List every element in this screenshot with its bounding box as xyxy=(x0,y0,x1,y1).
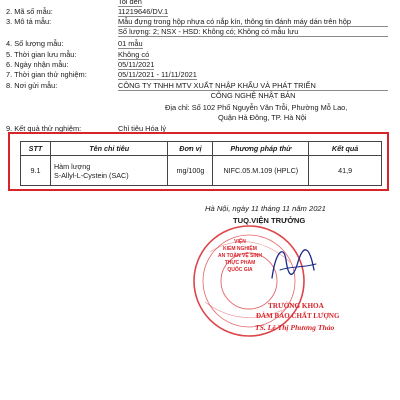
row-8-label: 8. Nơi gửi mẫu: xyxy=(6,81,58,90)
row-3-label: 3. Mô tả mẫu: xyxy=(6,17,52,26)
stamp-text: VIỆN KIỂM NGHIỆM AN TOÀN VỆ SINH THỰC PHẨM QUỐC GIA xyxy=(217,239,263,273)
tuq-title: TUQ.VIỆN TRƯỞNG xyxy=(233,216,306,225)
signer-name: TS. Lê Thị Phương Thảo xyxy=(255,323,335,332)
value-top: Toi den xyxy=(118,0,142,7)
row-6-label: 6. Ngày nhận mẫu: xyxy=(6,60,69,69)
sender-address-2: Quận Hà Đông, TP. Hà Nội xyxy=(218,113,307,122)
sample-code: 11219646/DV.1 xyxy=(118,7,169,16)
row-7-label: 7. Thời gian thử nghiệm: xyxy=(6,70,87,79)
table-row xyxy=(21,156,382,186)
signature-icon xyxy=(262,240,322,290)
sender-company-2: CÔNG NGHỆ NHẬT BẢN xyxy=(210,91,296,100)
sample-quantity: 01 mẫu xyxy=(118,39,143,48)
results-table xyxy=(20,141,382,186)
table-header-row xyxy=(21,142,382,156)
header-unit: Đơn vị xyxy=(168,142,213,156)
date-line: Hà Nội, ngày 11 tháng 11 năm 2021 xyxy=(205,204,326,213)
storage-time: Không có xyxy=(118,50,150,59)
cell-name xyxy=(50,156,168,186)
cell-method: NIFC.05.M.109 (HPLC) xyxy=(213,156,309,186)
cell-name-line2: S-Allyl-L-Cystein (SAC) xyxy=(53,170,129,180)
row-2-label: 2. Mã số mẫu: xyxy=(6,7,53,16)
cell-stt: 9.1 xyxy=(21,156,51,186)
received-date: 05/11/2021 xyxy=(118,60,155,69)
test-period: 05/11/2021 - 11/11/2021 xyxy=(118,70,197,79)
role-title-1: TRƯỞNG KHOA xyxy=(268,302,324,310)
sample-description-2: Số lượng: 2; NSX - HSD: Không có; Không có mẫu lưu xyxy=(118,27,388,37)
header-stt: STT xyxy=(21,142,51,156)
cell-result: 41,9 xyxy=(309,156,382,186)
test-result-type: Chỉ tiêu Hóa lý xyxy=(118,124,167,133)
sender-company: CÔNG TY TNHH MTV XUẤT NHẬP KHẨU VÀ PHÁT TRIỂN xyxy=(118,81,388,91)
row-5-label: 5. Thời gian lưu mẫu: xyxy=(6,50,77,59)
row-9-label: 9. Kết quả thử nghiệm: xyxy=(6,124,82,133)
cell-unit: mg/100g xyxy=(168,156,213,186)
header-name: Tên chỉ tiêu xyxy=(50,142,168,156)
role-title-2: ĐẢM BẢO CHẤT LƯỢNG xyxy=(256,312,340,320)
row-4-label: 4. Số lượng mẫu: xyxy=(6,39,64,48)
cell-name-line1: Hàm lượng xyxy=(53,161,91,171)
sender-address: Địa chỉ: Số 102 Phố Nguyễn Văn Trỗi, Phường Mỗ Lao, xyxy=(165,103,348,112)
header-method: Phương pháp thử xyxy=(213,142,309,156)
header-result: Kết quả xyxy=(309,142,382,156)
sample-description: Mẫu đựng trong hộp nhựa có nắp kín, thông tin đánh máy dán trên hộp xyxy=(118,17,388,27)
